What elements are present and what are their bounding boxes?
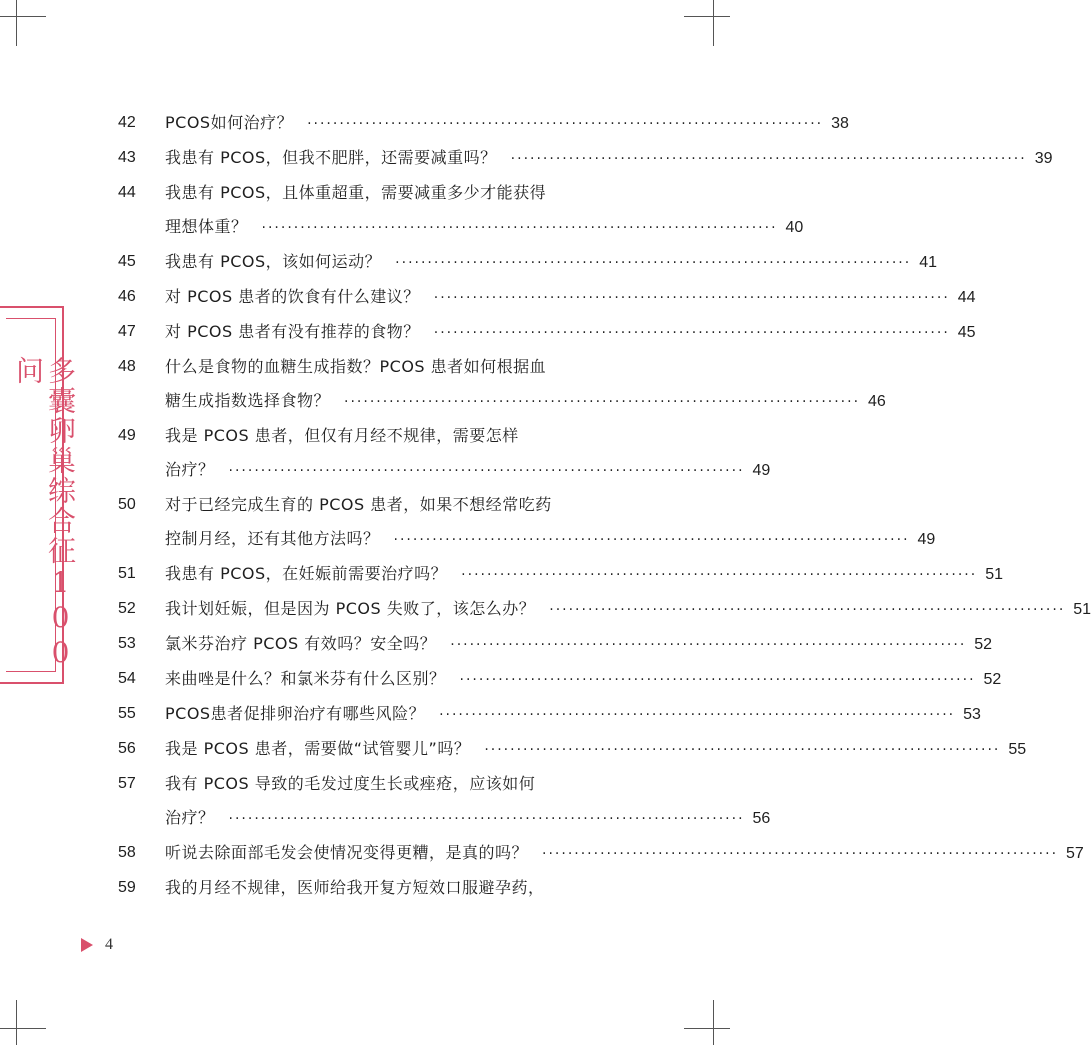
dot-leader: ················································································ [542,846,1059,862]
entry-page-number: 46 [868,393,886,410]
entry-title: 我是 PCOS 患者，但仅有月经不规律，需要怎样 [165,426,519,445]
crop-mark [0,16,46,17]
entry-page-number: 49 [917,531,936,548]
entry-page-number: 51 [985,566,1003,583]
entry-page-number: 52 [974,636,993,653]
entry-title: 对 PCOS 患者有没有推荐的食物？ [165,322,420,341]
entry-number: 59 [118,879,136,896]
dot-leader: ················································································ [450,637,967,653]
crop-mark [16,0,17,46]
entry-title: 什么是食物的血糖生成指数？PCOS 患者如何根据血 [165,357,547,376]
entry-title: PCOS患者促排卵治疗有哪些风险？ [165,704,426,723]
entry-number: 45 [118,253,136,270]
entry-line [165,836,1084,871]
entry-page-number: 49 [752,462,771,479]
entry-title: 氯米芬治疗 PCOS 有效吗？安全吗？ [165,634,437,653]
entry-number: 44 [118,184,136,201]
entry-number: 47 [118,323,136,340]
toc-entry [118,592,1091,627]
dot-leader: ················································································ [344,394,861,410]
entry-number: 46 [118,288,136,305]
crop-mark [713,0,714,46]
entry-page-number: 52 [983,671,1002,688]
entry-page-number: 39 [1034,150,1053,167]
dot-leader: ················································································ [228,463,745,479]
toc-entry [118,557,1003,592]
page-footer [81,936,113,954]
toc-entry [118,106,849,141]
entry-line [165,176,638,210]
entry-line [165,419,638,453]
entry-number: 56 [118,740,136,757]
toc-entry [118,627,993,662]
entry-title: 我计划妊娠，但是因为 PCOS 失败了，该怎么办？ [165,599,536,618]
entry-number: 58 [118,844,136,861]
crop-mark [16,1000,17,1045]
toc-entry [118,419,771,488]
entry-line [165,732,1027,767]
toc-entry [118,767,771,836]
dot-leader: ················································································ [261,220,778,236]
entry-title: PCOS如何治疗？ [165,113,294,132]
entry-line [165,522,936,557]
dot-leader: ················································································ [459,672,976,688]
entry-line [165,141,1053,176]
dot-leader: ················································································ [433,325,950,341]
side-title-frame [0,306,77,684]
entry-number: 52 [118,600,136,617]
entry-title: 来曲唑是什么？和氯米芬有什么区别？ [165,669,446,688]
entry-page-number: 51 [1073,601,1091,618]
dot-leader: ················································································ [549,602,1066,618]
crop-mark [684,1028,730,1029]
toc-entry [118,836,1084,871]
entry-line [165,488,638,522]
entry-title: 对于已经完成生育的 PCOS 患者，如果不想经常吃药 [165,495,552,514]
dot-leader: ················································································ [439,707,956,723]
entry-number: 53 [118,635,136,652]
entry-title: 我是 PCOS 患者，需要做“试管婴儿”吗？ [165,739,471,758]
toc-entry [118,732,1027,767]
dot-leader: ················································································ [461,567,978,583]
crop-mark [713,1000,714,1045]
dot-leader: ················································································ [484,742,1001,758]
entry-line [165,697,981,732]
entry-page-number: 55 [1008,741,1027,758]
entry-title: 治疗？ [165,808,215,827]
entry-number: 49 [118,427,136,444]
entry-line [165,453,771,488]
entry-title: 我有 PCOS 导致的毛发过度生长或痤疮，应该如何 [165,774,536,793]
page-number: 4 [105,936,113,953]
entry-number: 43 [118,149,136,166]
entry-page-number: 41 [919,254,937,271]
crop-mark [684,16,730,17]
entry-page-number: 45 [957,324,976,341]
entry-line [165,767,638,801]
dot-leader: ················································································ [307,116,824,132]
toc-entry [118,315,976,350]
triangle-icon [81,938,93,952]
dot-leader: ················································································ [510,151,1027,167]
entry-page-number: 44 [957,289,976,306]
entry-title: 我患有 PCOS，在妊娠前需要治疗吗？ [165,564,448,583]
toc-entry [118,488,936,557]
entry-line [165,384,886,419]
entry-title: 糖生成指数选择食物？ [165,391,331,410]
entry-title: 听说去除面部毛发会使情况变得更糟，是真的吗？ [165,843,529,862]
toc-entry [118,662,1002,697]
entry-title: 我的月经不规律，医师给我开复方短效口服避孕药， [165,878,545,897]
entry-line [165,592,1091,627]
toc-entry [118,280,976,315]
entry-page-number: 53 [963,706,981,723]
entry-title: 理想体重？ [165,217,248,236]
entry-line [165,871,638,905]
entry-title: 控制月经，还有其他方法吗？ [165,529,380,548]
entry-title: 我患有 PCOS，该如何运动？ [165,252,382,271]
entry-number: 50 [118,496,136,513]
entry-line [165,350,638,384]
toc-entry [118,871,638,905]
dot-leader: ················································································ [395,255,912,271]
entry-line [165,557,1003,592]
entry-title: 我患有 PCOS，但我不肥胖，还需要减重吗？ [165,148,497,167]
entry-title: 对 PCOS 患者的饮食有什么建议？ [165,287,420,306]
toc-entry [118,697,981,732]
entry-number: 57 [118,775,136,792]
entry-page-number: 57 [1066,845,1084,862]
toc-entry [118,245,937,280]
entry-line [165,801,771,836]
entry-line [165,106,849,141]
entry-title: 我患有 PCOS，且体重超重，需要减重多少才能获得 [165,183,547,202]
entry-line [165,662,1002,697]
entry-number: 42 [118,114,136,131]
entry-page-number: 38 [831,115,849,132]
table-of-contents [118,106,1091,905]
dot-leader: ················································································ [228,811,745,827]
entry-title: 治疗？ [165,460,215,479]
entry-page-number: 40 [785,219,804,236]
crop-mark [0,1028,46,1029]
entry-number: 54 [118,670,136,687]
toc-entry [118,350,886,419]
entry-line [165,315,976,350]
entry-page-number: 56 [752,810,771,827]
dot-leader: ················································································ [393,532,910,548]
toc-entry [118,141,1053,176]
entry-line [165,210,804,245]
dot-leader: ················································································ [433,290,950,306]
entry-line [165,280,976,315]
toc-entry [118,176,804,245]
entry-line [165,627,993,662]
side-title: 多囊卵巢综合征100问 [12,356,77,671]
entry-number: 48 [118,358,136,375]
entry-number: 51 [118,565,136,582]
entry-line [165,245,937,280]
entry-number: 55 [118,705,136,722]
